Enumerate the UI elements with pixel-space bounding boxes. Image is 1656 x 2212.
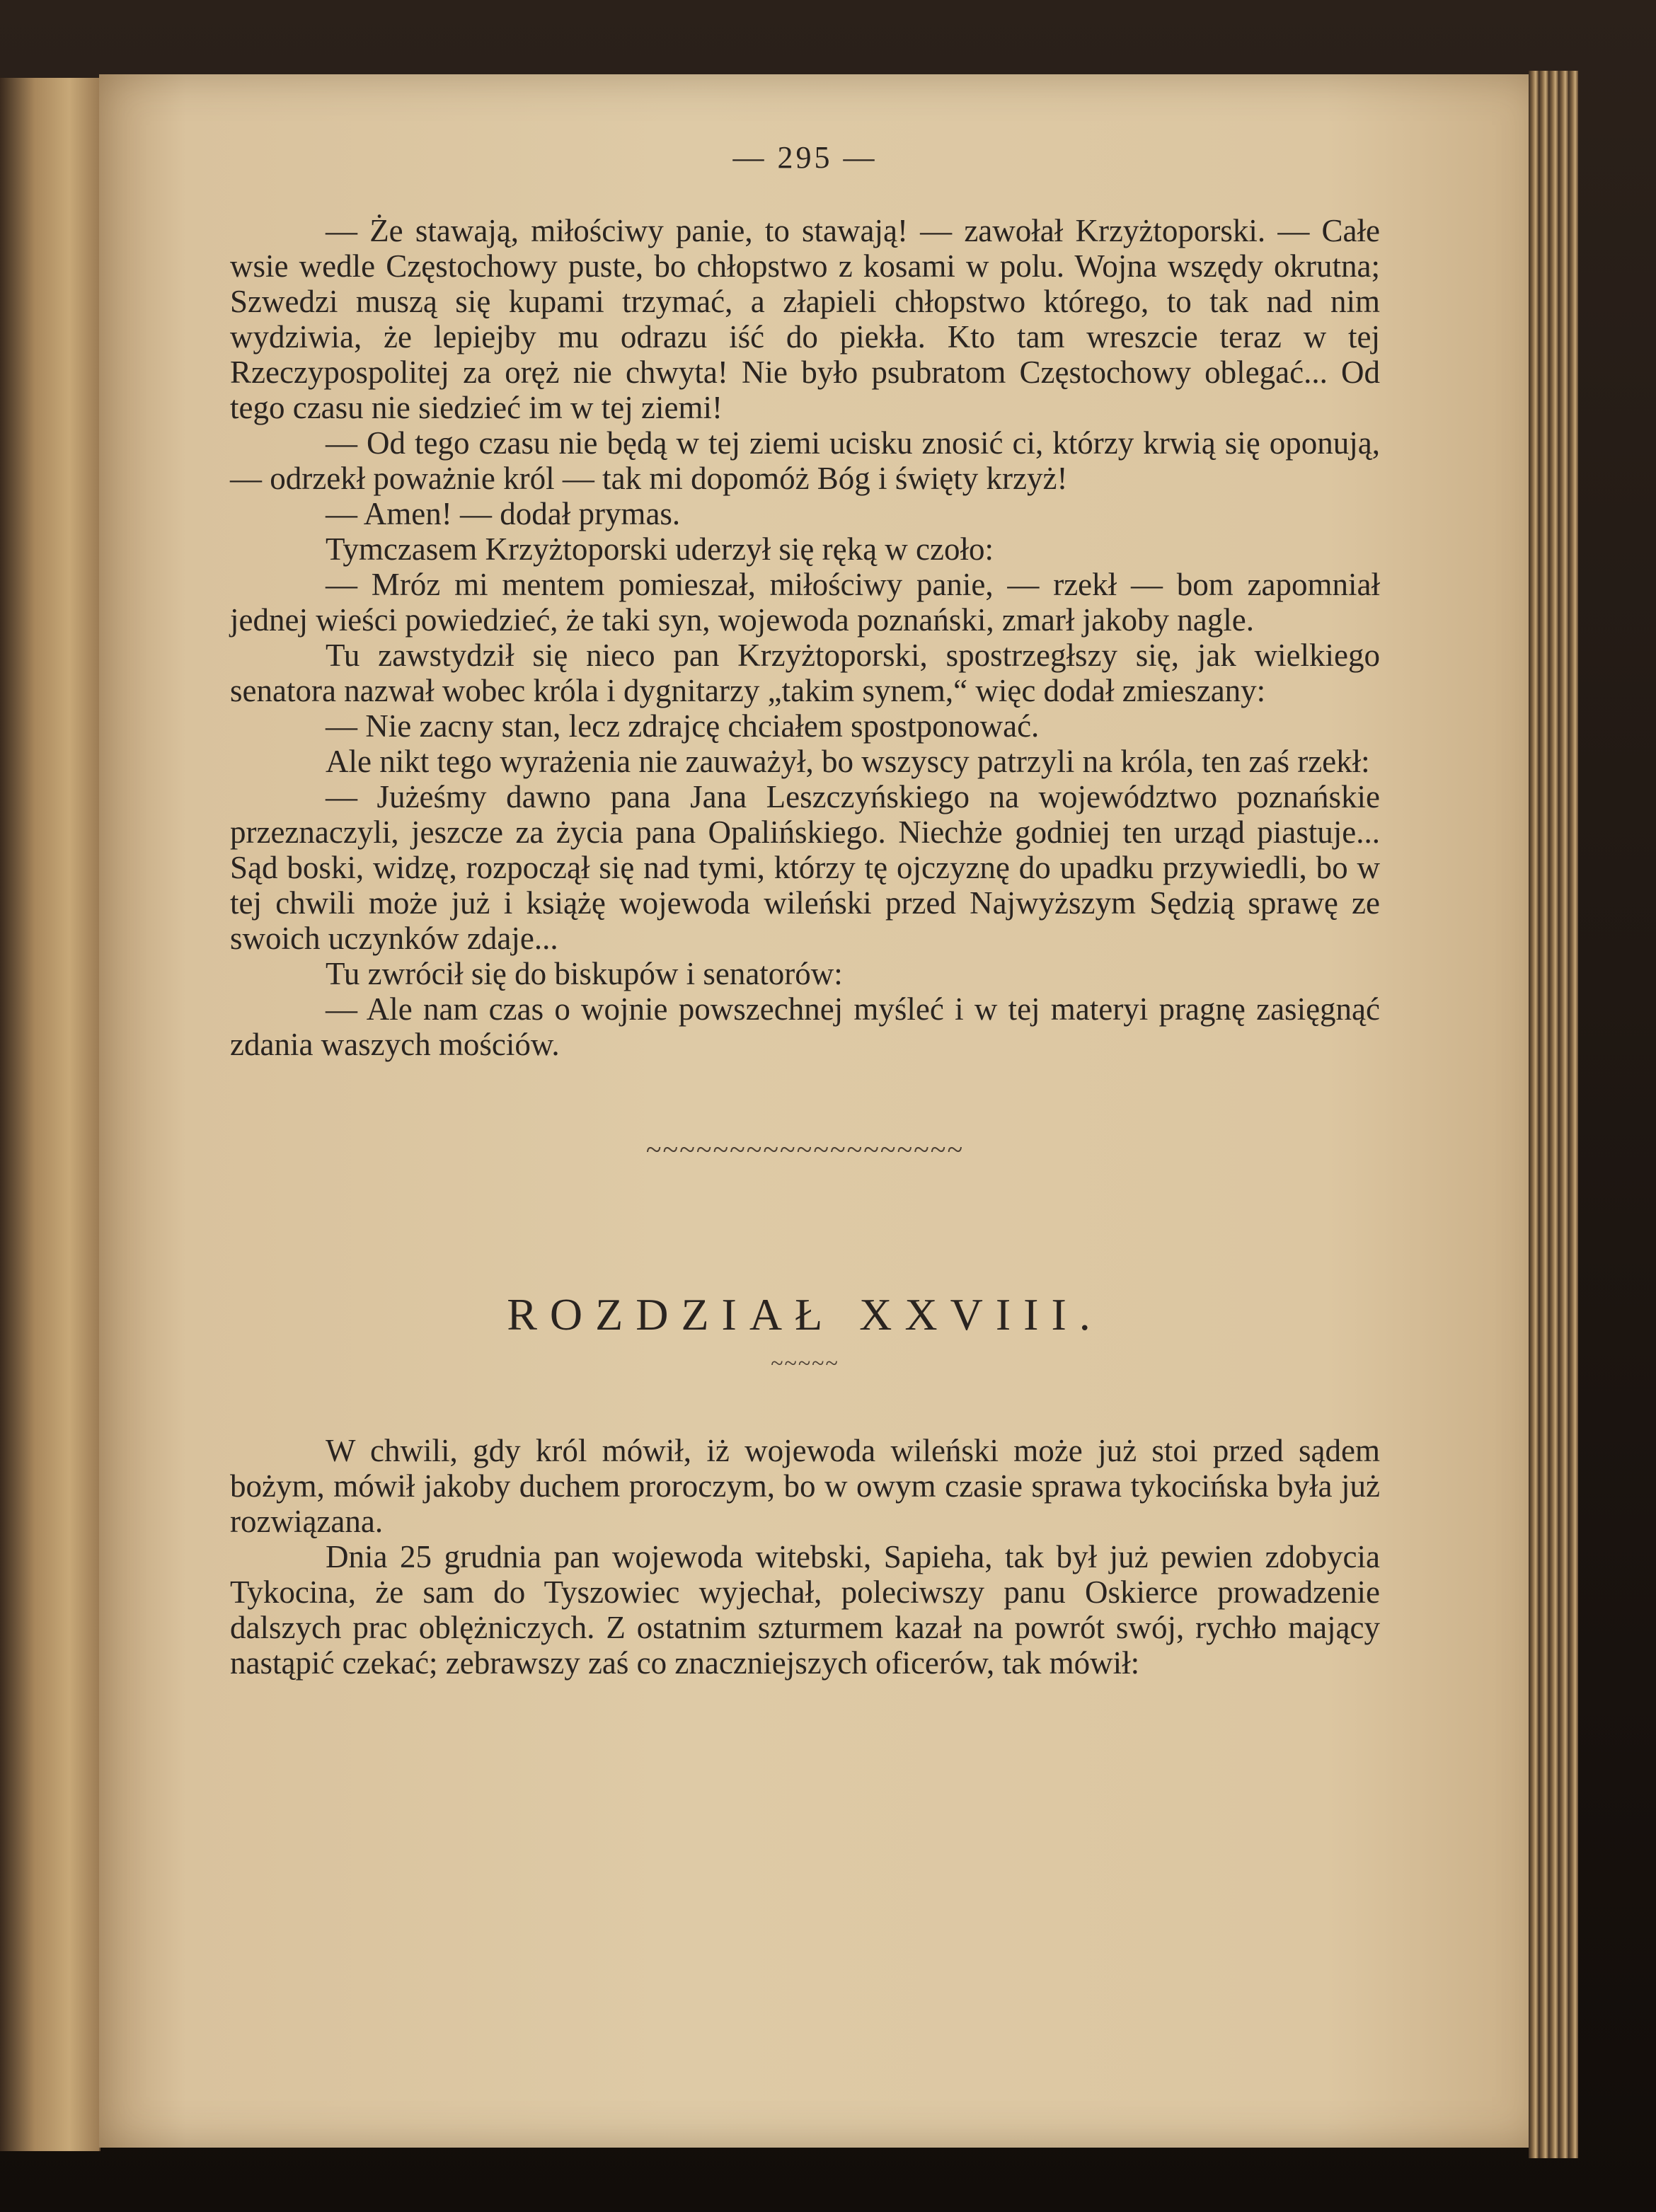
page-stack-edges [1529,71,1578,2158]
page-number: — 295 — [732,140,878,175]
paragraph: — Nie zacny stan, lecz zdrajcę chciałem spostponować. [326,708,1040,744]
paragraph: — Od tego czasu nie będą w tej ziemi ucisku znosić ci, którzy krwią się oponują, — odrzekł poważnie król — tak mi dopomóż Bóg i święty krzyż! [230,425,1380,496]
paragraph: Tu zwrócił się do biskupów i senatorów: [326,956,843,991]
page-content [230,138,1380,1681]
paragraph: Tymczasem Krzyżtoporski uderzył się ręką w czoło: [326,531,994,567]
paragraph: — Amen! — dodał prymas. [326,496,681,531]
paragraph: — Jużeśmy dawno pana Jana Leszczyńskiego na województwo poznańskie przeznaczyli, jeszcze za życia pana Opalińskiego. Niechże godniej ten urząd piastuje... Sąd boski, widzę, rozpoczął się nad tymi, którzy tę ojczyznę do upadku przywiedli, bo w tej chwili może już i książę wojewoda wileński przed Najwyższym Sędzią sprawę ze swoich uczynków zdaje... [230,779,1380,956]
chapter-ornament: ~~~~~ [771,1350,839,1376]
paragraph: — Ale nam czas o wojnie powszechnej myśleć i w tej materyi pragnę zasięgnąć zdania waszych mościów. [230,991,1380,1062]
chapter-heading: ROZDZIAŁ XXVIII. [507,1289,1103,1340]
paragraph: Dnia 25 grudnia pan wojewoda witebski, Sapieha, tak był już pewien zdobycia Tykocina, że sam do Tyszowiec wyjechał, poleciwszy panu Oskierce prowadzenie dalszych prac oblężniczych. Z ostatnim szturmem kazał na powrót swój, rychło mający nastąpić czekać; zebrawszy zaś co znaczniejszych oficerów, tak mówił: [230,1539,1380,1681]
paragraph: Tu zawstydził się nieco pan Krzyżtoporski, spostrzegłszy się, jak wielkiego senatora nazwał wobec króla i dygnitarzy „takim synem,“ więc dodał zmieszany: [230,638,1380,708]
paragraph: W chwili, gdy król mówił, iż wojewoda wileński może już stoi przed sądem bożym, mówił jakoby duchem proroczym, bo w owym czasie sprawa tykocińska była już rozwiązana. [230,1433,1380,1539]
paragraph: — Że stawają, miłościwy panie, to stawają! — zawołał Krzyżtoporski. — Całe wsie wedle Częstochowy puste, bo chłopstwo z kosami w polu. Wojna wszędy okrutna; Szwedzi muszą się kupami trzymać, a złapieli chłopstwo którego, to tak nad nim wydziwia, że lepiejby mu odrazu iść do piekła. Kto tam wreszcie teraz w tej Rzeczypospolitej za oręż nie chwyta! Nie było psubratom Częstochowy oblegać... Od tego czasu nie siedzieć im w tej ziemi! [230,213,1380,425]
paragraph: Ale nikt tego wyrażenia nie zauważył, bo wszyscy patrzyli na króla, ten zaś rzekł: [326,744,1370,779]
paragraph: — Mróz mi mentem pomieszał, miłościwy panie, — rzekł — bom zapomniał jednej wieści powiedzieć, że taki syn, wojewoda poznański, zmarł jakoby nagle. [230,567,1380,638]
chapter-body [230,1433,1380,1681]
section-divider-ornament: ~~~~~~~~~~~~~~~~~~~ [645,1134,965,1165]
left-page-edge [0,78,100,2151]
